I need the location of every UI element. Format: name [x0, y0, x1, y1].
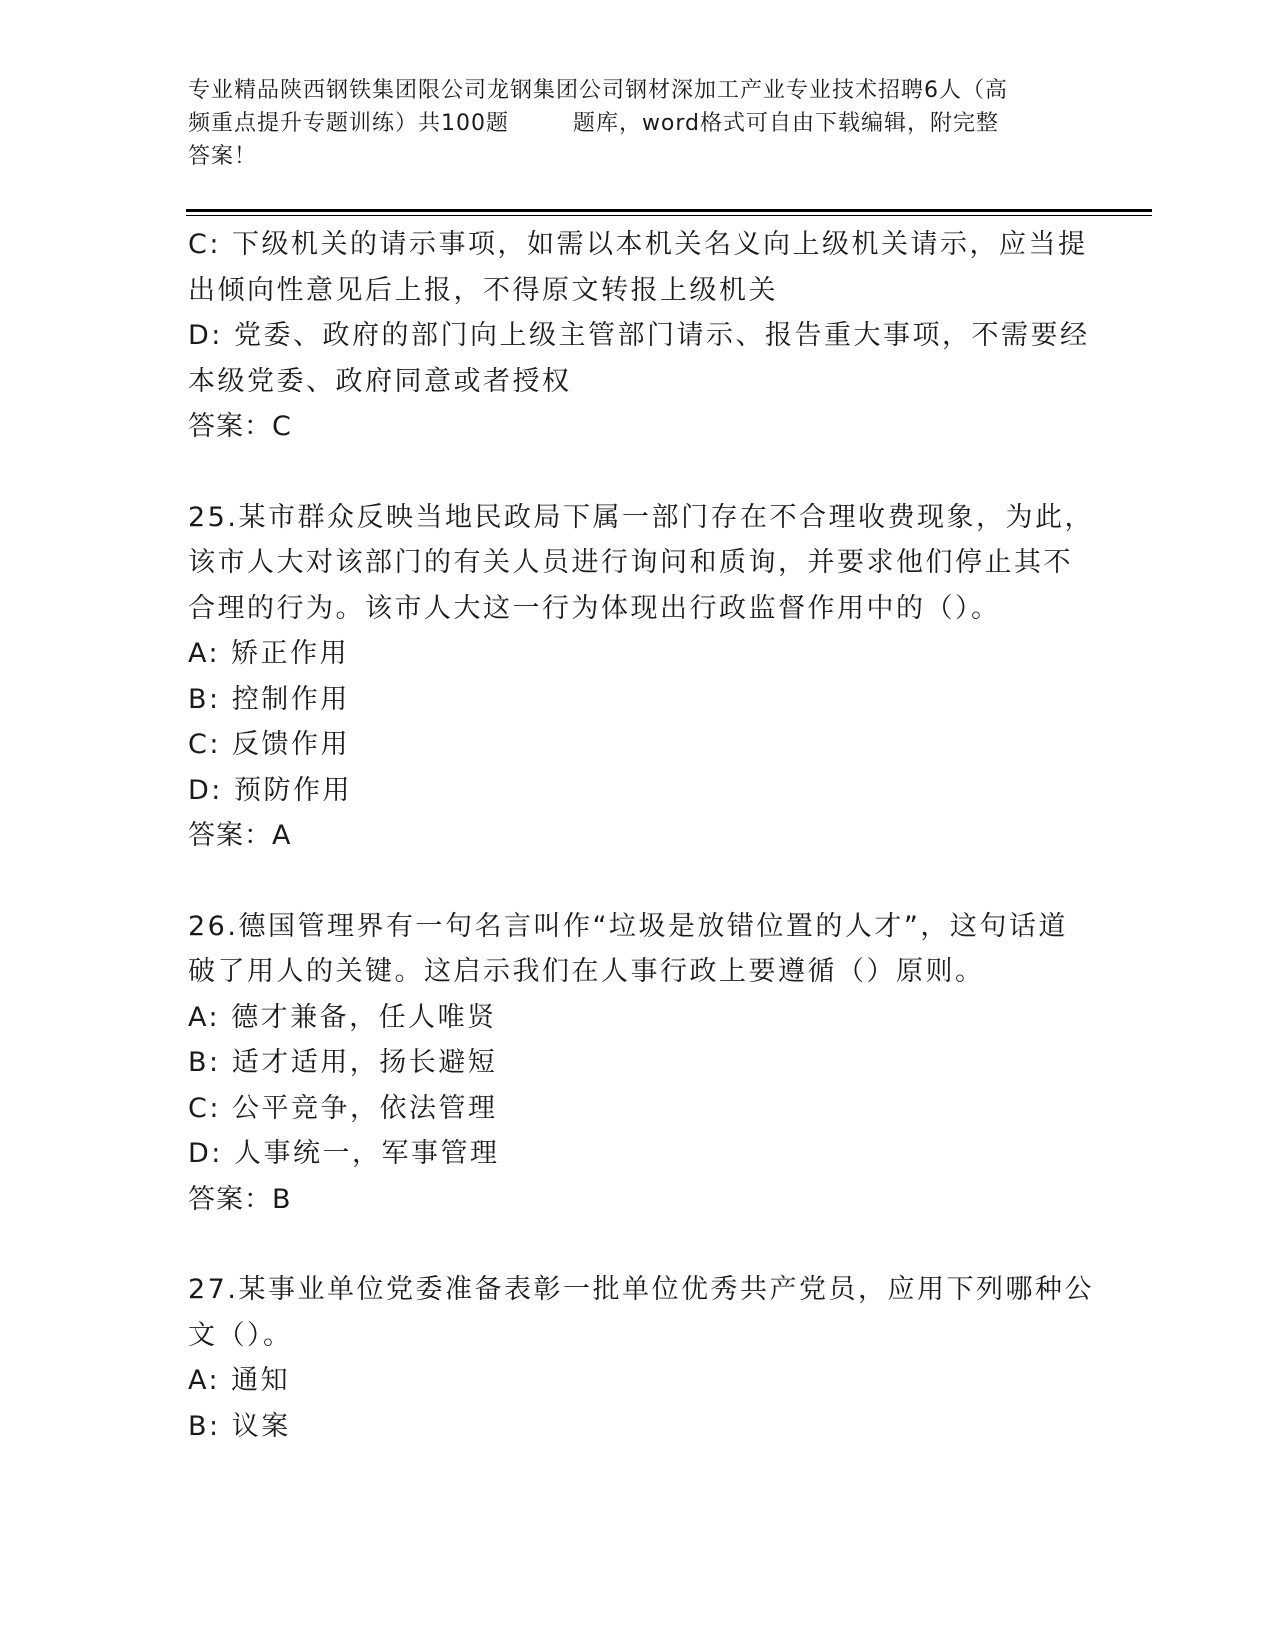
option-b: B: 适才适用，扬长避短	[188, 1047, 498, 1078]
question-25	[188, 495, 1094, 859]
question-24-tail	[188, 222, 1088, 450]
question-stem: 文（）。	[188, 1319, 293, 1351]
header-line: 专业精品陕西钢铁集团限公司龙钢集团公司钢材深加工产业专业技术招聘6人（高	[188, 78, 1008, 103]
header-line: 频重点提升专题训练）共100题 题库，word格式可自由下载编辑，附完整	[188, 111, 1000, 136]
question-stem: 该市人大对该部门的有关人员进行询问和质询，并要求他们停止其不	[188, 547, 1073, 578]
option-c: C: 公平竞争，依法管理	[188, 1092, 498, 1124]
option-c: C: 反馈作用	[188, 729, 351, 760]
question-stem: 合理的行为。该市人大这一行为体现出行政监督作用中的（）。	[188, 592, 1001, 624]
option-d: D: 党委、政府的部门向上级主管部门请示、报告重大事项，不需要经	[188, 320, 1090, 351]
header-divider-thin	[186, 215, 1152, 216]
option-b: B: 议案	[188, 1410, 291, 1442]
question-stem: 26.德国管理界有一句名言叫作“垃圾是放错位置的人才”，这句话道	[188, 910, 1068, 942]
option-c-cont: 出倾向性意见后上报，不得原文转报上级机关	[188, 274, 778, 306]
question-stem: 25.某市群众反映当地民政局下属一部门存在不合理收费现象，为此，	[188, 501, 1094, 533]
header-line: 答案！	[188, 144, 258, 169]
document-header	[188, 74, 1088, 173]
option-d: D: 预防作用	[188, 774, 352, 806]
option-c: C: 下级机关的请示事项，如需以本机关名义向上级机关请示，应当提	[188, 229, 1088, 260]
question-list	[188, 222, 1094, 1449]
option-a: A: 通知	[188, 1365, 291, 1396]
option-b: B: 控制作用	[188, 683, 350, 715]
answer: 答案：A	[188, 820, 292, 851]
header-divider	[186, 209, 1152, 212]
option-d: D: 人事统一，军事管理	[188, 1138, 500, 1169]
question-27	[188, 1267, 1094, 1449]
question-stem: 27.某事业单位党委准备表彰一批单位优秀共产党员，应用下列哪种公	[188, 1274, 1094, 1305]
answer: 答案：C	[188, 411, 292, 442]
answer: 答案：B	[188, 1183, 292, 1215]
option-d-cont: 本级党委、政府同意或者授权	[188, 365, 572, 397]
question-26	[188, 904, 1088, 1223]
question-stem: 破了用人的关键。这启示我们在人事行政上要遵循（）原则。	[188, 956, 985, 987]
option-a: A: 德才兼备，任人唯贤	[188, 1001, 497, 1033]
option-a: A: 矫正作用	[188, 638, 350, 669]
